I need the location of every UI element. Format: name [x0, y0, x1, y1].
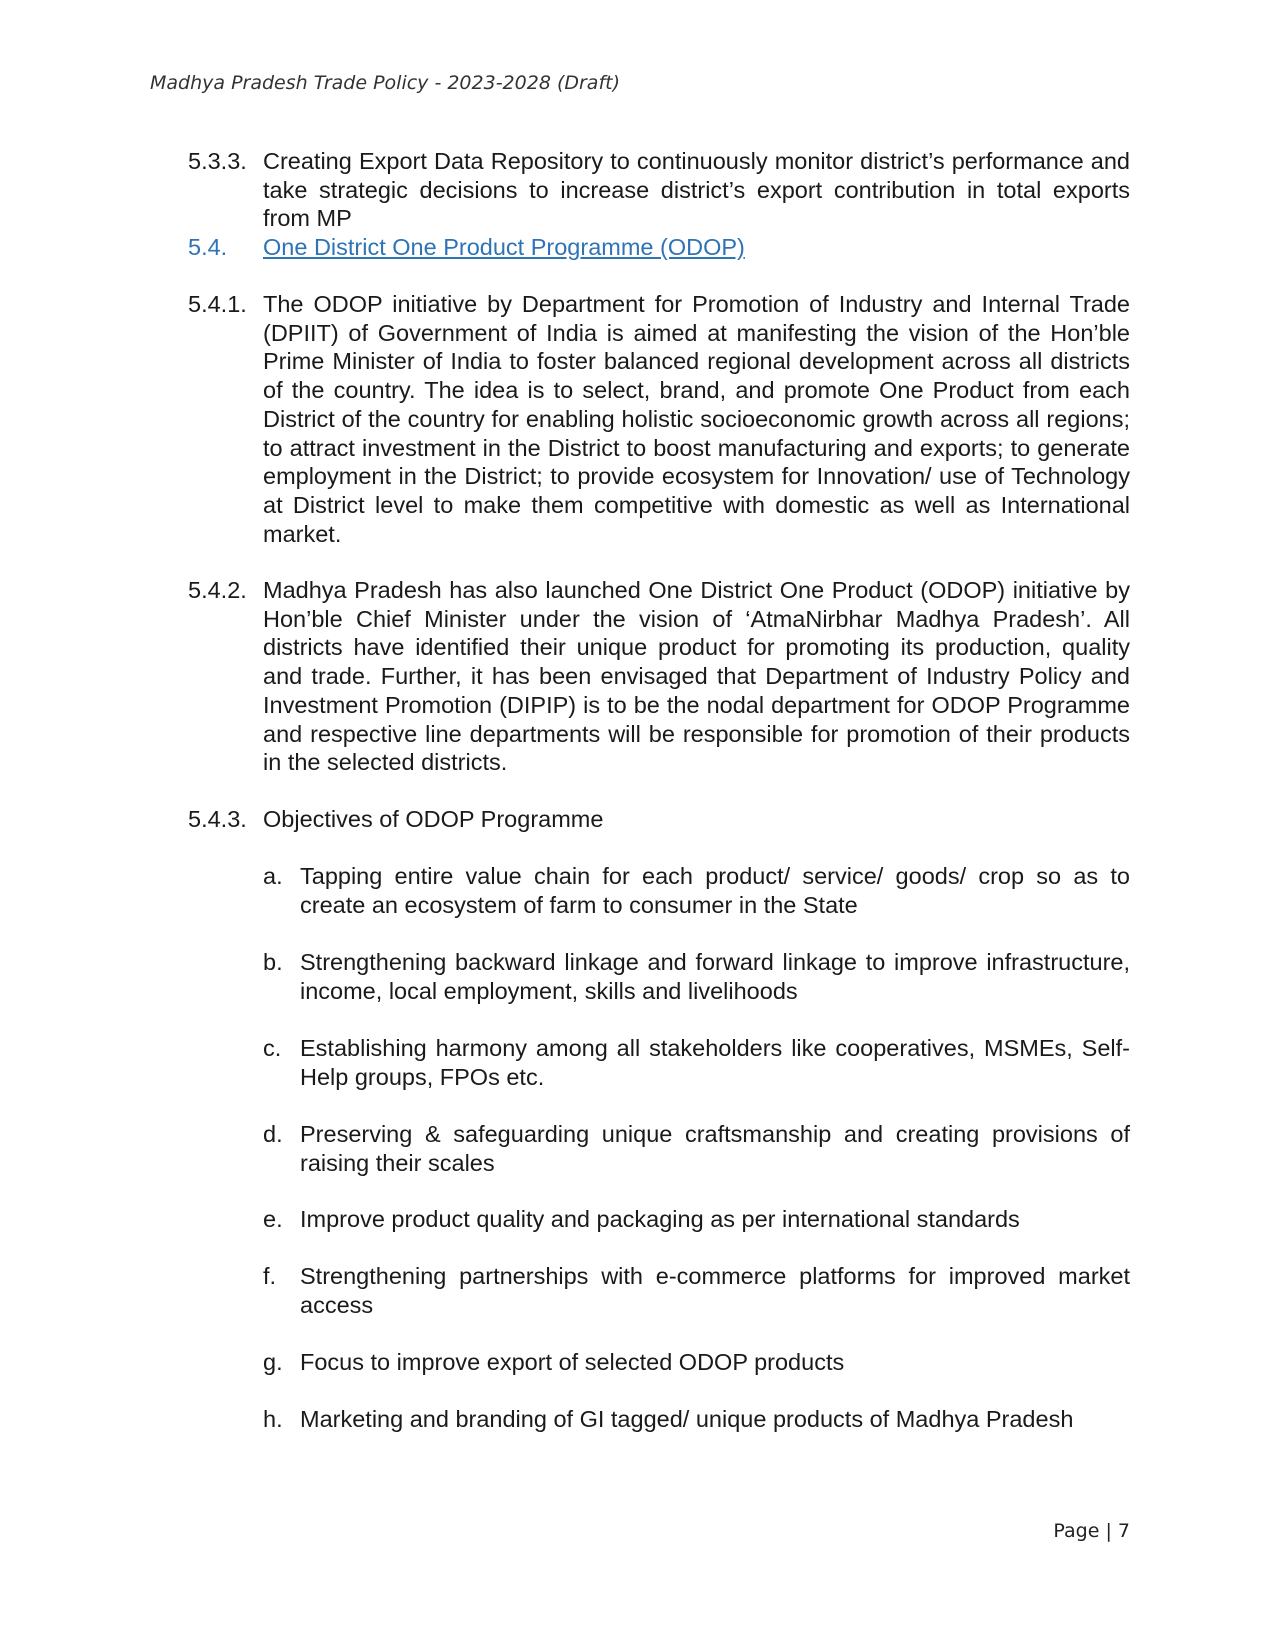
item-text: Focus to improve export of selected ODOP products	[300, 1349, 845, 1375]
section-number: 5.4.	[188, 234, 228, 260]
objective-item	[263, 948, 1130, 1005]
section-5-4-1	[188, 290, 1130, 548]
section-number: 5.4.2.	[188, 577, 247, 603]
section-5-4-2	[188, 576, 1130, 777]
section-text: Creating Export Data Repository to continuously monitor district’s performance and take strategic decisions to increase district’s export contribution in total exports from MP	[263, 148, 1130, 232]
item-letter: e.	[263, 1206, 283, 1232]
item-letter: c.	[263, 1035, 282, 1061]
item-text: Strengthening backward linkage and forward linkage to improve infrastructure, income, local employment, skills and livelihoods	[300, 949, 1130, 1004]
item-letter: f.	[263, 1263, 277, 1289]
section-text: Madhya Pradesh has also launched One District One Product (ODOP) initiative by Hon’ble Chief Minister under the vision of ‘AtmaNirbhar Madhya Pradesh’. All districts have identified their unique product for promoting its production, quality and trade. Further, it has been envisaged that Department of Industry Policy and Investment Promotion (DIPIP) is to be the nodal department for ODOP Programme and respective line departments will be responsible for promotion of their products in the selected districts.	[263, 577, 1130, 776]
objective-item	[263, 1348, 1130, 1377]
item-letter: a.	[263, 863, 283, 889]
objective-item	[263, 1262, 1130, 1319]
item-letter: h.	[263, 1406, 283, 1432]
objective-item	[263, 862, 1130, 919]
item-letter: g.	[263, 1349, 283, 1375]
section-5-4-heading[interactable]	[188, 233, 1130, 262]
section-5-4-3	[188, 805, 1130, 834]
item-text: Marketing and branding of GI tagged/ unique products of Madhya Pradesh	[300, 1406, 1074, 1432]
item-text: Strengthening partnerships with e-commerce platforms for improved market access	[300, 1263, 1130, 1318]
section-5-3-3	[188, 147, 1130, 233]
running-header: Madhya Pradesh Trade Policy - 2023-2028 (Draft)	[150, 72, 620, 94]
section-text: Objectives of ODOP Programme	[263, 806, 604, 832]
section-number: 5.4.1.	[188, 291, 247, 317]
page-number: Page | 7	[1053, 1520, 1130, 1542]
section-number: 5.4.3.	[188, 806, 247, 832]
objective-item	[263, 1034, 1130, 1091]
item-text: Improve product quality and packaging as per international standards	[300, 1206, 1020, 1232]
item-letter: b.	[263, 949, 283, 975]
item-text: Establishing harmony among all stakeholders like cooperatives, MSMEs, Self-Help groups, FPOs etc.	[300, 1035, 1130, 1090]
item-text: Preserving & safeguarding unique craftsmanship and creating provisions of raising their scales	[300, 1121, 1130, 1176]
section-number: 5.3.3.	[188, 148, 247, 174]
objective-item	[263, 1205, 1130, 1234]
objective-item	[263, 1405, 1130, 1434]
objective-item	[263, 1120, 1130, 1177]
section-heading-link[interactable]: One District One Product Programme (ODOP)	[263, 234, 745, 260]
section-text: The ODOP initiative by Department for Promotion of Industry and Internal Trade (DPIIT) of Government of India is aimed at manifesting the vision of the Hon’ble Prime Minister of India to foster balanced regional development across all districts of the country. The idea is to select, brand, and promote One Product from each District of the country for enabling holistic socioeconomic growth across all regions; to attract investment in the District to boost manufacturing and exports; to generate employment in the District; to provide ecosystem for Innovation/ use of Technology at District level to make them competitive with domestic as well as International market.	[263, 291, 1130, 547]
item-text: Tapping entire value chain for each product/ service/ goods/ crop so as to create an ecosystem of farm to consumer in the State	[300, 863, 1130, 918]
item-letter: d.	[263, 1121, 283, 1147]
